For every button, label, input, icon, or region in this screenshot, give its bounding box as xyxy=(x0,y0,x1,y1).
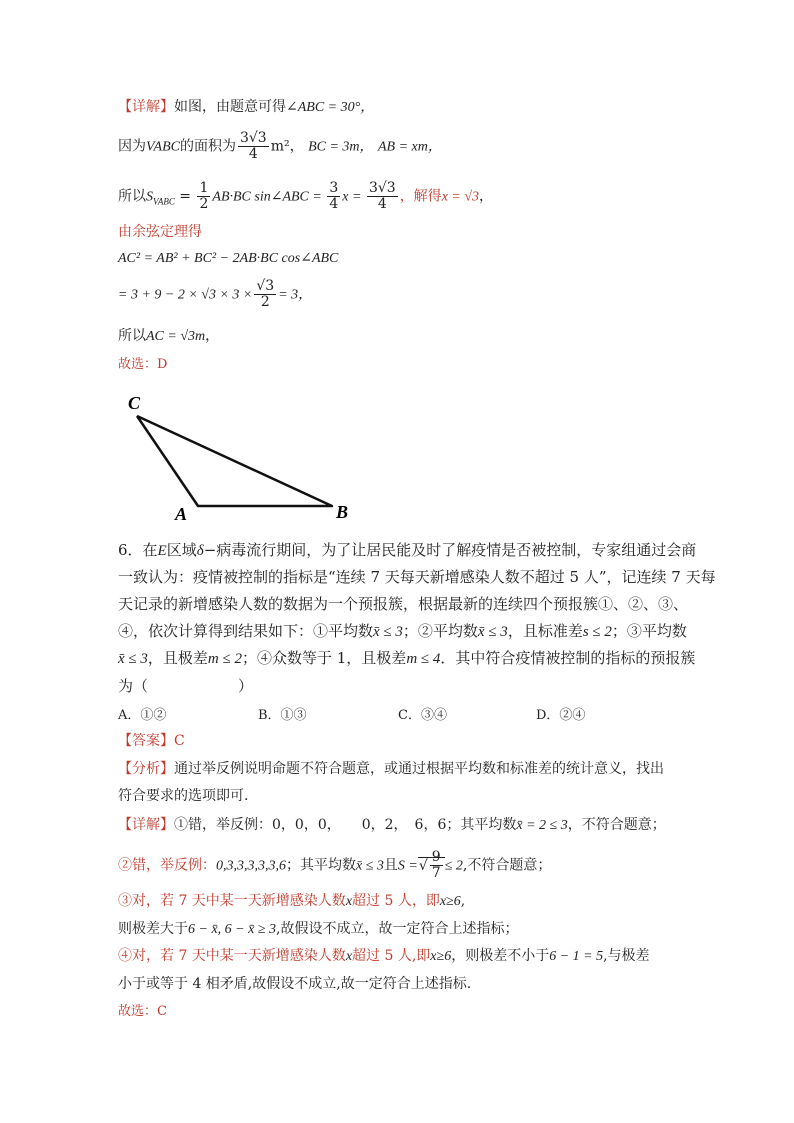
detail2-l3-x: x xyxy=(345,894,353,909)
detail2-l3-c: , xyxy=(460,893,466,909)
detail2-choice: 故选：C xyxy=(118,1004,167,1019)
q6-l5-m3: m ≤ 4 xyxy=(406,651,441,667)
detail2-l5-a: ④对，若 7 天中某一天新增感染人数 xyxy=(118,948,346,964)
detail2-l5-d: ,与极差 xyxy=(603,948,650,964)
detail2-l2-m3: S = xyxy=(397,858,418,874)
detail2-l2-b: ；其平均数 xyxy=(286,857,356,874)
text-solve: ，解得 xyxy=(399,188,442,205)
analysis-tag: 【分析】 xyxy=(118,761,174,777)
q6-l4-m1: x̄ ≤ 3 xyxy=(373,624,403,640)
q6-line4 xyxy=(118,621,687,642)
triangle-outline xyxy=(137,416,332,506)
detail2-line3 xyxy=(118,891,465,912)
sqrt-symbol: √ $\frac{9}{7}$ xyxy=(418,857,445,874)
detail1-line4: 由余弦定理得 xyxy=(118,224,202,240)
bc-length: BC = 3m， xyxy=(308,139,374,155)
q6-l5-m1: x̄ ≤ 3 xyxy=(118,651,148,667)
detail2-l3-b: 超过 5 人，即 xyxy=(352,893,440,909)
detail2-l2-m: 0,3,3,3,3,3,6 xyxy=(216,858,286,874)
detail2-l5-b: 超过 5 人,即 xyxy=(352,948,431,964)
q6-region: 区域 xyxy=(166,541,197,559)
comma: ， xyxy=(479,188,494,205)
detail2-line1 xyxy=(118,815,666,836)
option-d: D．②④ xyxy=(536,708,586,723)
x-solution: x = √3 xyxy=(441,189,480,205)
q6-l5-c: ．其中符合疫情被控制的指标的预报簇 xyxy=(440,649,696,667)
q6-number: 6．在 xyxy=(118,541,158,559)
detail2-tag: 【详解】 xyxy=(118,817,174,833)
answer-line xyxy=(118,731,185,751)
s-symbol: S xyxy=(146,189,153,205)
text-so: 所以 xyxy=(118,188,146,205)
detail2-l5-x: x xyxy=(345,949,353,964)
detail2-l3-m: x≥6 xyxy=(439,894,461,909)
q6-l4-b: ；②平均数 xyxy=(402,622,478,640)
answer-value: C xyxy=(174,733,185,749)
answer-tag: 【答案】 xyxy=(118,733,174,749)
detail2-line2 xyxy=(118,850,551,881)
option-b: B．①③ xyxy=(258,708,307,723)
detail-tag: 【详解】 xyxy=(118,99,174,115)
q6-l4-a: ④，依次计算得到结果如下：①平均数 xyxy=(118,622,374,640)
detail2-l1-b: ，不符合题意； xyxy=(567,817,666,833)
vertex-a-label: A xyxy=(175,504,188,524)
q6-l5-m2: m ≤ 2 xyxy=(207,651,242,667)
half-num: 1 xyxy=(199,180,209,196)
detail1-angle: ∠ABC = 30°， xyxy=(286,100,375,115)
cos-calc: = 3 + 9 − 2 × √3 × 3 × xyxy=(118,287,253,303)
q6-text-1: −病毒流行期间，为了让居民能及时了解疫情是否被控制，专家组通过会商 xyxy=(203,541,697,559)
sd-num: 9 xyxy=(431,849,441,865)
detail2-l1-m: x̄ = 2 ≤ 3 xyxy=(516,818,568,833)
detail2-l4-a: 则极差大于 xyxy=(118,921,188,937)
option-a: A．①② xyxy=(118,708,167,723)
q6-line2: 一致认为：疫情被控制的指标是“连续 7 天每天新增感染人数不超过 5 人”，记连续 7 天每 xyxy=(118,568,716,586)
detail2-l4-m: 6 − x̄, 6 − x̄ ≥ 3 xyxy=(188,922,277,937)
s-subscript: VABC xyxy=(153,196,175,207)
q6-l4-c: ，且标准差 xyxy=(507,622,583,640)
virus-delta: δ xyxy=(196,543,204,559)
tq-num: 3 xyxy=(329,180,339,196)
analysis-text-1: 通过举反例说明命题不符合题意，或通过根据平均数和标准差的统计意义，找出 xyxy=(174,761,664,777)
text-because: 因为 xyxy=(118,138,146,155)
detail2-line4 xyxy=(118,919,518,940)
detail1-line5: AC² = AB² + BC² − 2AB·BC cos∠ABC xyxy=(118,251,339,266)
detail2-l2-c: 且 xyxy=(383,857,398,874)
q6-line1 xyxy=(118,540,696,561)
q6-line6: 为（ ） xyxy=(118,677,254,695)
region-e: E xyxy=(157,543,167,559)
area2-num: 3√3 xyxy=(368,180,396,196)
detail2-l5-m2: 6 − 1 = 5 xyxy=(549,949,604,964)
ac-result: AC = √3m xyxy=(146,329,206,344)
q6-l5-a: ，且极差 xyxy=(147,649,208,667)
cos-num: √3 xyxy=(256,278,275,294)
detail2-l2-a: ②错，举反例： xyxy=(118,857,216,874)
detail2-line6: 小于或等于 4 相矛盾,故假设不成立,故一定符合上述指标. xyxy=(118,976,472,992)
detail1-choice: 故选：D xyxy=(118,357,168,372)
q6-line3: 天记录的新增感染人数的数据为一个预报簇，根据最新的连续四个预报簇①、②、③、 xyxy=(118,595,689,613)
detail2-l3-a: ③对，若 7 天中某一天新增感染人数 xyxy=(118,893,346,909)
equals: = xyxy=(174,188,196,205)
detail2-l2-m2: x̄ ≤ 3 xyxy=(356,858,384,874)
area-fraction-num: 3√3 xyxy=(239,130,267,146)
detail2-l2-d: ,不符合题意； xyxy=(462,857,552,874)
vertex-c-label: C xyxy=(128,393,141,413)
detail2-l2-m4: ≤ 2 xyxy=(444,858,463,874)
cos-den: 2 xyxy=(260,294,270,310)
tq-den: 4 xyxy=(329,196,339,212)
q6-l5-b: ；④众数等于 1，且极差 xyxy=(241,649,407,667)
detail1-text: 如图，由题意可得 xyxy=(174,99,286,115)
comma-2: ， xyxy=(205,328,220,344)
q6-line5 xyxy=(118,648,695,669)
sd-den: 7 xyxy=(431,865,441,881)
x-equals: x = xyxy=(342,189,365,205)
detail2-l1-a: ①错，举反例：0，0，0， 0，2， 6，6；其平均数 xyxy=(174,817,517,833)
area-unit: m²， xyxy=(270,138,304,155)
area-formula: AB·BC sin∠ABC = xyxy=(212,189,326,205)
detail2-l5-c: ，则极差不小于 xyxy=(451,948,550,964)
q6-l4-m3: s ≤ 2 xyxy=(582,624,612,640)
option-c: C．③④ xyxy=(398,708,447,723)
triangle-name: VABC xyxy=(146,139,180,155)
vertex-b-label: B xyxy=(336,502,349,522)
analysis-line1 xyxy=(118,759,664,779)
text-so-2: 所以 xyxy=(118,328,146,344)
cos-result: = 3， xyxy=(278,287,313,303)
area2-den: 4 xyxy=(377,196,387,212)
detail2-l4-b: ,故假设不成立，故一定符合上述指标； xyxy=(276,921,519,937)
area-fraction-den: 4 xyxy=(248,146,258,162)
sd-fraction xyxy=(430,850,443,881)
text-area-of: 的面积为 xyxy=(179,138,236,155)
q6-l4-m2: x̄ ≤ 3 xyxy=(477,624,508,640)
q6-l4-d: ；③平均数 xyxy=(611,622,687,640)
analysis-line2: 符合要求的选项即可. xyxy=(118,788,249,804)
half-den: 2 xyxy=(199,196,209,212)
detail2-line5 xyxy=(118,946,650,967)
detail2-l5-m: x≥6 xyxy=(430,949,452,964)
ab-length: AB = xm， xyxy=(377,139,442,155)
